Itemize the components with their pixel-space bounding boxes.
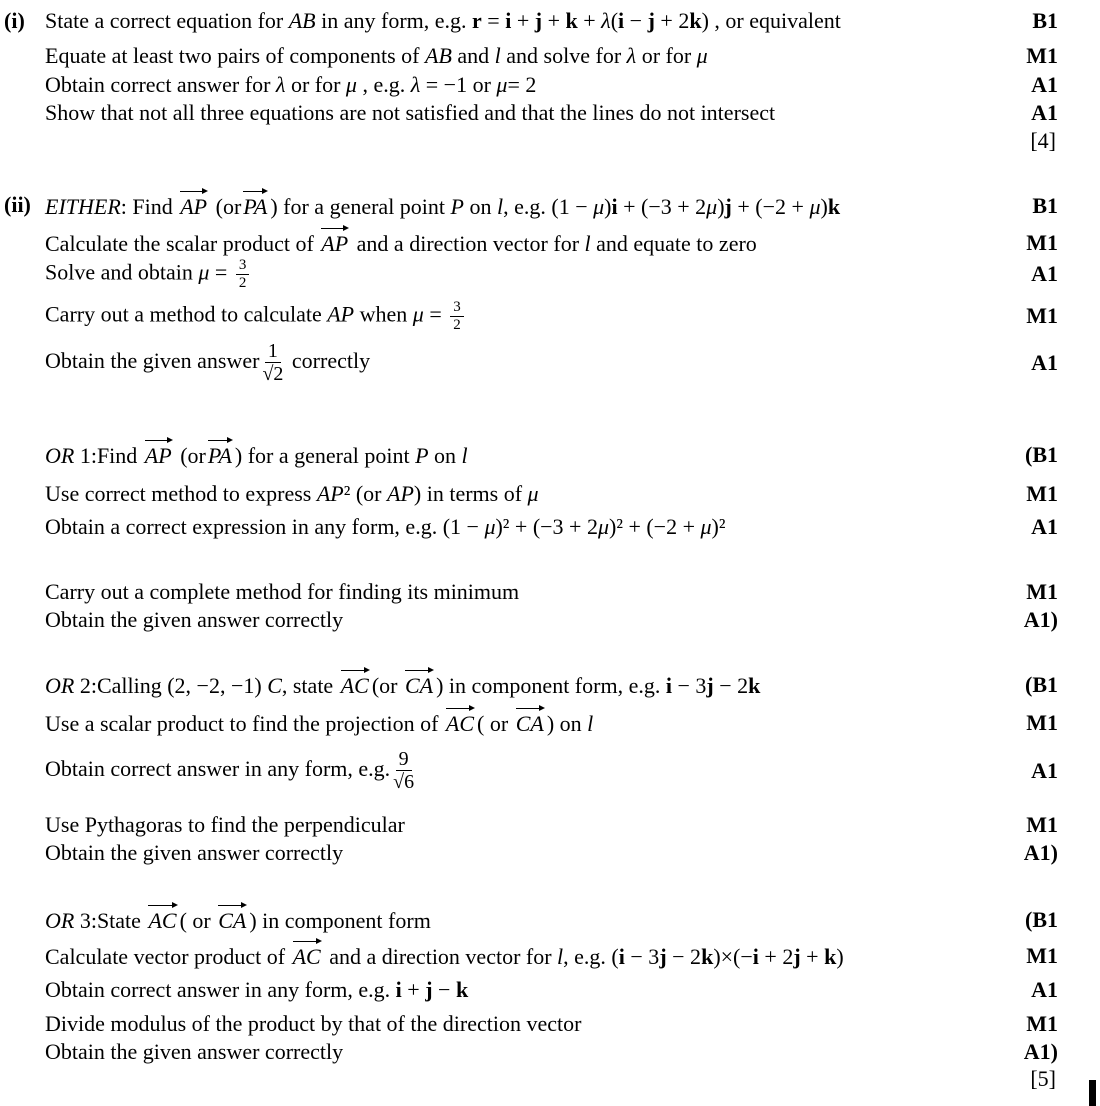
criterion-row [45,812,1058,838]
criterion-text: Obtain the given answer $\frac{1}{√2}$ correctly [45,340,371,386]
criterion-row [45,72,1058,98]
criterion-text: Obtain the given answer correctly [45,1039,344,1064]
criterion-text: OR 1:Find AP (orPA ) for a general point P on l [45,443,468,468]
criterion-text: Equate at least two pairs of components of AB and l and solve for λ or for μ [45,43,708,68]
criterion-text: Obtain a correct expression in any form, e.g. (1 − μ)² + (−3 + 2μ)² + (−2 + μ)² [45,514,726,539]
criterion-row [45,607,1058,633]
marks-total-part-i: [4] [1030,128,1056,153]
criterion-text: Show that not all three equations are not satisfied and that the lines do not intersect [45,100,776,125]
criterion-row [45,671,1058,699]
mark-label: M1 [1026,230,1058,255]
mark-label: (B1 [1025,907,1058,932]
criterion-row [45,906,1058,934]
criterion-row [45,942,1058,970]
mark-label: A1 [1031,757,1058,783]
mark-label: M1 [1026,481,1058,506]
marks-total-part-ii: [5] [1030,1066,1056,1091]
mark-label: A1) [1023,1039,1058,1064]
criterion-text: EITHER: Find AP (orPA ) for a general point P on l, e.g. (1 − μ)i + (−3 + 2μ)j + (−2 + μ)k [45,194,841,219]
criterion-text: Solve and obtain μ = $\frac{3}{2}$ [45,257,996,292]
criterion-text: Use correct method to express AP² (or AP) in terms of μ [45,481,539,506]
mark-label: M1 [1026,43,1058,68]
part-label-ii: (ii) [4,192,31,217]
mark-label: (B1 [1025,672,1058,697]
mark-label: A1 [1031,261,1058,287]
criterion-text: Obtain the given answer correctly [45,607,344,632]
criterion-row [45,977,1058,1003]
criterion-row [45,579,1058,605]
criterion-row [45,43,1058,69]
mark-label: (B1 [1025,442,1058,467]
criterion-row [45,8,1058,34]
criterion-text: Obtain the given answer correctly [45,840,344,865]
mark-label: A1 [1031,72,1058,97]
criterion-text: Obtain correct answer for λ or for μ , e.g. λ = −1 or μ= 2 [45,72,537,97]
part-label-i: (i) [4,8,25,33]
mark-label: A1) [1023,840,1058,865]
mark-label: M1 [1026,579,1058,604]
criterion-text: OR 2:Calling (2, −2, −1) C, state AC (or CA ) in component form, e.g. i − 3j − 2k [45,673,761,698]
page-edge-mark [1089,1080,1096,1106]
criterion-row [45,299,1058,334]
mark-label: M1 [1026,1011,1058,1036]
criterion-row [45,192,1058,220]
criterion-row [45,709,1058,737]
criterion-row [45,1011,1058,1037]
mark-label: A1 [1031,977,1058,1002]
criterion-text: Use a scalar product to find the projection of AC ( or CA ) on l [45,711,594,736]
criterion-row [45,257,1058,292]
criterion-text: State a correct equation for AB in any form, e.g. r = i + j + k + λ(i − j + 2k) , or equivalent [45,8,841,33]
criterion-text: Calculate vector product of AC and a direction vector for l, e.g. (i − 3j − 2k)×(−i + 2j + k) [45,944,844,969]
criterion-text: Calculate the scalar product of AP and a direction vector for l and equate to zero [45,231,757,256]
criterion-row [45,514,1058,540]
criterion-text: OR 3:State AC ( or CA ) in component form [45,908,431,933]
mark-label: A1 [1031,100,1058,125]
mark-label: A1 [1031,349,1058,375]
mark-label: M1 [1026,812,1058,837]
mark-label: A1) [1023,607,1058,632]
criterion-row [45,748,1058,794]
criterion-text: Divide modulus of the product by that of the direction vector [45,1011,582,1036]
criterion-text: Carry out a complete method for finding its minimum [45,579,520,604]
criterion-row [45,441,1058,469]
criterion-row [45,840,1058,866]
mark-label: B1 [1032,8,1058,33]
criterion-text: Obtain correct answer in any form, e.g. $\frac{9}{√6}$ [45,748,415,794]
criterion-row [45,1039,1058,1065]
criterion-text: Use Pythagoras to find the perpendicular [45,812,405,837]
mark-label: M1 [1026,943,1058,968]
criterion-row [45,100,1058,126]
mark-label: M1 [1026,710,1058,735]
criterion-text: Carry out a method to calculate AP when μ = $\frac{3}{2}$ [45,299,996,334]
mark-label: M1 [1026,303,1058,329]
mark-label: B1 [1032,193,1058,218]
criterion-row [45,481,1058,507]
mark-label: A1 [1031,514,1058,539]
criterion-row [45,340,1058,386]
criterion-row [45,229,1058,257]
criterion-text: Obtain correct answer in any form, e.g. i + j − k [45,977,469,1002]
